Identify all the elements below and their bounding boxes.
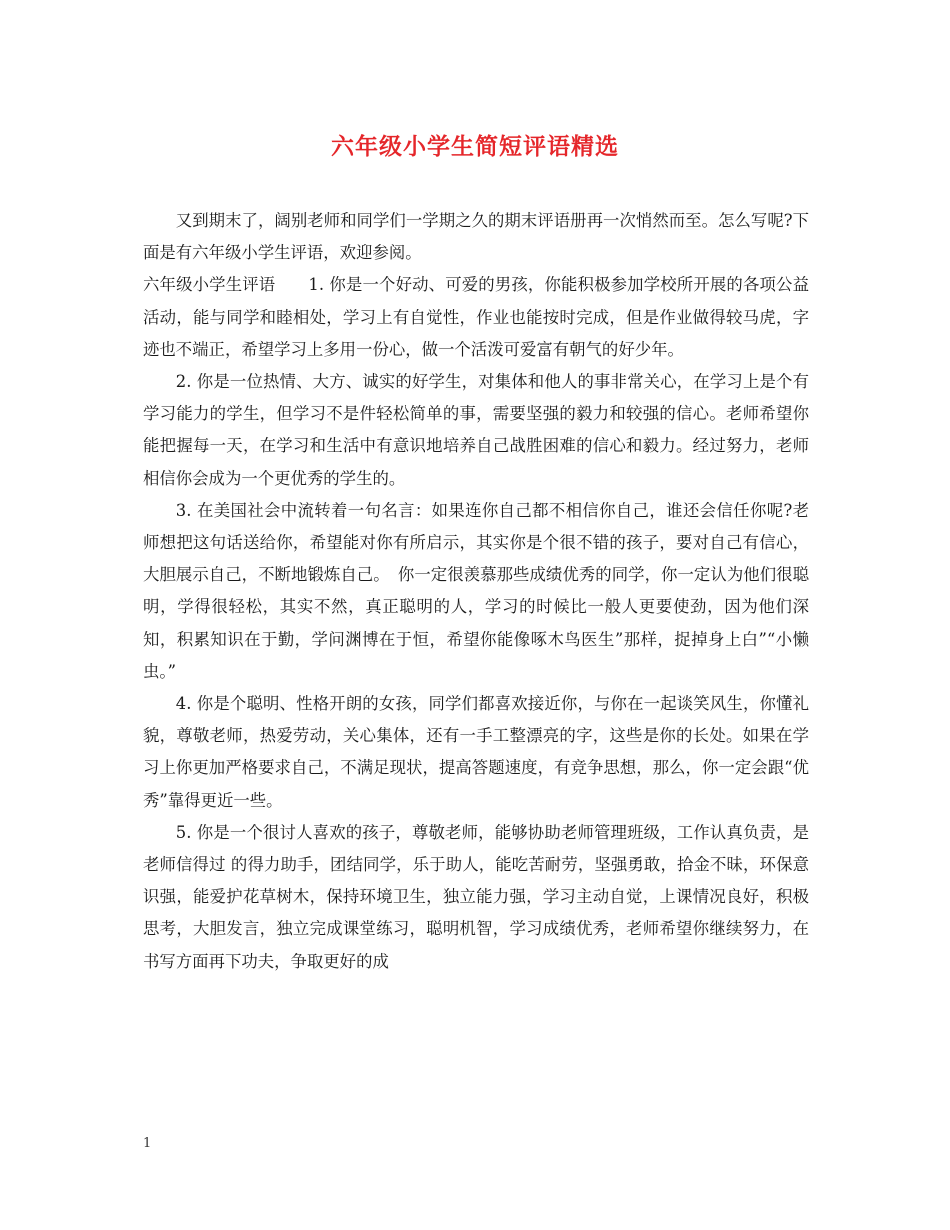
paragraph-comment-3: 3. 在美国社会中流转着一句名言：如果连你自己都不相信你自己，谁还会信任你呢?老师想把这句话送给你，希望能对你有所启示，其实你是个很不错的孩子，要对自己有信心，大胆展示自己，不断地锻炼自己。 你一定很羡慕那些成绩优秀的同学，你一定认为他们很聪明，学得很轻松，其实不然，真正聪明的人，学习的时候比一般人更要使劲，因为他们深知，积累知识在于勤，学问渊博在于恒，希望你能像啄木鸟医生”那样，捉掉身上白”“小懒虫。” [143,500,809,681]
paragraph-comment-5: 5. 你是一个很讨人喜欢的孩子，尊敬老师，能够协助老师管理班级，工作认真负责，是老师信得过 的得力助手，团结同学，乐于助人，能吃苦耐劳，坚强勇敢，拾金不昧，环保意识强，能爱护花草树木，保持环境卫生，独立能力强，学习主动自觉，上课情况良好，积极思考，大胆发言，独立完成课堂练习，聪明机智，学习成绩优秀，老师希望你继续努力，在书写方面再下功夫，争取更好的成 [143,822,809,971]
document-body [143,205,809,978]
paragraph-comment-1: 六年级小学生评语 1. 你是一个好动、可爱的男孩，你能积极参加学校所开展的各项公益活动，能与同学和睦相处，学习上有自觉性，作业也能按时完成，但是作业做得较马虎，字迹也不端正，希望学习上多用一份心，做一个活泼可爱富有朝气的好少年。 [143,275,809,359]
paragraph-intro: 又到期末了，阔别老师和同学们一学期之久的期末评语册再一次悄然而至。怎么写呢?下面是有六年级小学生评语，欢迎参阅。 [143,211,809,263]
paragraph-comment-4: 4. 你是个聪明、性格开朗的女孩，同学们都喜欢接近你，与你在一起谈笑风生，你懂礼貌，尊敬老师，热爱劳动，关心集体，还有一手工整漂亮的字，这些是你的长处。如果在学习上你更加严格要求自己，不满足现状，提高答题速度，有竞争思想，那么，你一定会跟“优秀”靠得更近一些。 [143,694,809,810]
paragraph-comment-2: 2. 你是一位热情、大方、诚实的好学生，对集体和他人的事非常关心，在学习上是个有学习能力的学生，但学习不是件轻松简单的事，需要坚强的毅力和较强的信心。老师希望你能把握每一天，在学习和生活中有意识地培养自己战胜困难的信心和毅力。经过努力，老师相信你会成为一个更优秀的学生的。 [143,372,809,488]
page-number: 1 [143,1136,152,1151]
document-title: 六年级小学生简短评语精选 [331,133,619,160]
